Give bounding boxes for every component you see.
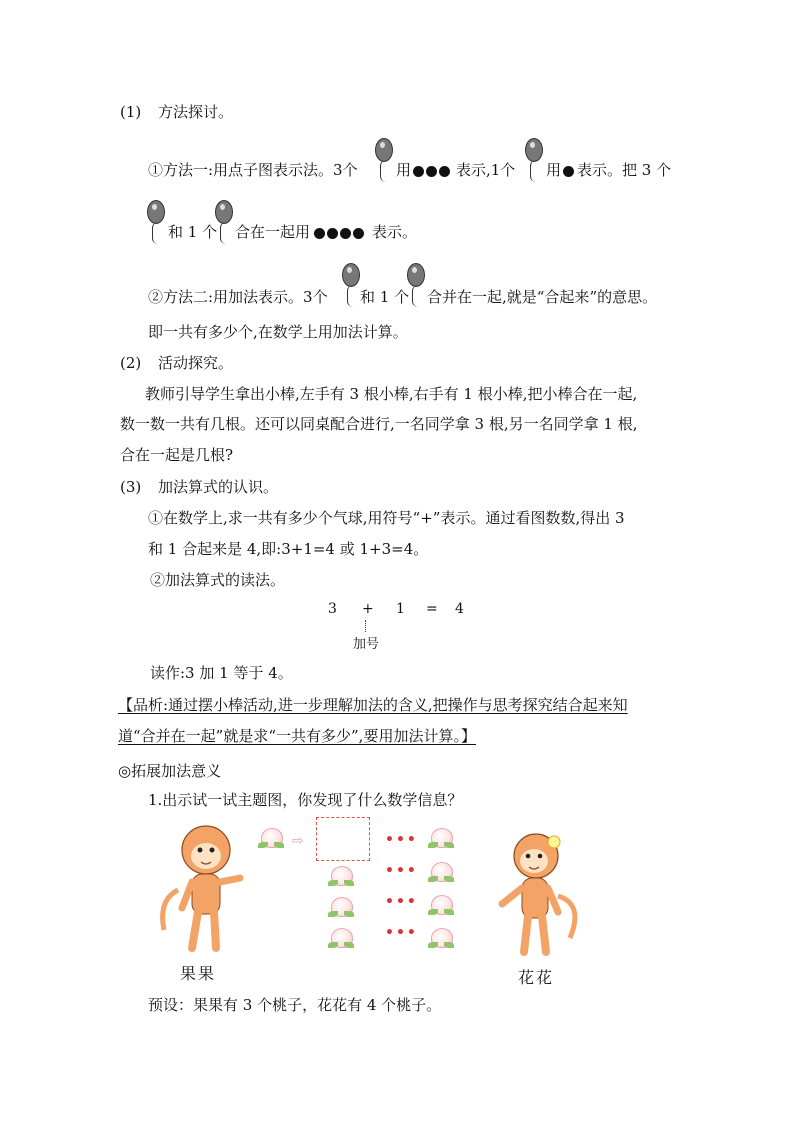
method1-text-e: 表示。把 3 个: [577, 161, 672, 179]
equation-equals: =: [426, 601, 438, 617]
arrow-icon: ⇨: [292, 833, 304, 849]
balloon-icon: [340, 263, 362, 307]
peach-icon: [258, 828, 284, 850]
balloon-icon: [213, 200, 235, 244]
method2-text-a: ②方法二:用加法表示。3个: [148, 288, 328, 306]
section3-line2: 和 1 合起来是 4,即:3+1=4 或 1+3=4。: [148, 540, 429, 558]
preset-answer: 预设：果果有 3 个桃子，花花有 4 个桃子。: [148, 996, 442, 1014]
method1-text-b: 用: [396, 161, 412, 179]
peach-icon: [428, 928, 454, 950]
method1-text-d: 用: [546, 161, 562, 179]
dots-icon: •••: [385, 832, 418, 848]
name-huahua: 花花: [518, 968, 555, 987]
peach-icon: [428, 828, 454, 850]
equation-result: 4: [455, 601, 464, 617]
section2-line1: 教师引导学生拿出小棒,左手有 3 根小棒,右手有 1 根小棒,把小棒合在一起,: [145, 385, 638, 403]
section2-number: (2): [120, 354, 142, 372]
dots-icon: •••: [385, 894, 418, 910]
analysis-line1: 【品析:通过摆小棒活动,进一步理解加法的含义,把操作与思考探究结合起来知: [118, 696, 628, 714]
method1-text-h: 表示。: [372, 223, 418, 241]
equation-term-b: 1: [396, 601, 405, 617]
equation-pointer: [365, 620, 366, 632]
name-guoguo: 果果: [180, 964, 217, 983]
section3-heading: 加法算式的认识。: [158, 478, 279, 496]
monkey-huahua-image: [488, 826, 588, 966]
peach-icon: [328, 928, 354, 950]
section3-line3: ②加法算式的读法。: [150, 571, 286, 589]
dots-four: [313, 222, 365, 242]
dots-three: [412, 160, 451, 180]
section2-heading: 活动探究。: [158, 354, 234, 372]
method2-text-b: 和 1 个: [360, 288, 410, 306]
peach-icon: [328, 866, 354, 888]
monkey-guoguo-image: [158, 820, 258, 960]
read-as: 读作:3 加 1 等于 4。: [150, 664, 293, 682]
balloon-icon: [523, 138, 545, 182]
section1-heading: 方法探讨。: [158, 103, 234, 121]
section2-line2: 数一数一共有几根。还可以同桌配合进行,一名同学拿 3 根,另一名同学拿 1 根,: [120, 415, 638, 433]
extend-heading: ◎拓展加法意义: [118, 762, 222, 780]
method1-text-a: ①方法一:用点子图表示法。3个: [148, 161, 358, 179]
equation-plus: +: [362, 601, 374, 617]
peach-icon: [328, 897, 354, 919]
balloon-icon: [145, 200, 167, 244]
method2-text-d: 即一共有多少个,在数学上用加法计算。: [148, 323, 408, 341]
section2-line3: 合在一起是几根?: [120, 446, 234, 464]
equation-label: 加号: [353, 637, 380, 652]
dots-icon: •••: [385, 863, 418, 879]
peach-icon: [428, 895, 454, 917]
method1-text-g: 合在一起用: [235, 223, 311, 241]
dashed-box: [316, 817, 370, 861]
method1-text-f: 和 1 个: [168, 223, 218, 241]
dot-one: [562, 160, 575, 180]
analysis-line2: 道“合并在一起”就是求“一共有多少”,要用加法计算。】: [118, 727, 476, 745]
method1-text-c: 表示,1个: [456, 161, 516, 179]
balloon-icon: [373, 138, 395, 182]
section3-line1: ①在数学上,求一共有多少个气球,用符号“+”表示。通过看图数数,得出 3: [148, 509, 625, 527]
method2-text-c: 合并在一起,就是“合起来”的意思。: [427, 288, 658, 306]
peach-icon: [428, 862, 454, 884]
balloon-icon: [405, 263, 427, 307]
section1-number: (1): [120, 103, 142, 121]
section3-number: (3): [120, 478, 142, 496]
dots-icon: •••: [385, 925, 418, 941]
equation-term-a: 3: [328, 601, 337, 617]
extend-item1: 1.出示试一试主题图，你发现了什么数学信息？: [148, 791, 463, 809]
